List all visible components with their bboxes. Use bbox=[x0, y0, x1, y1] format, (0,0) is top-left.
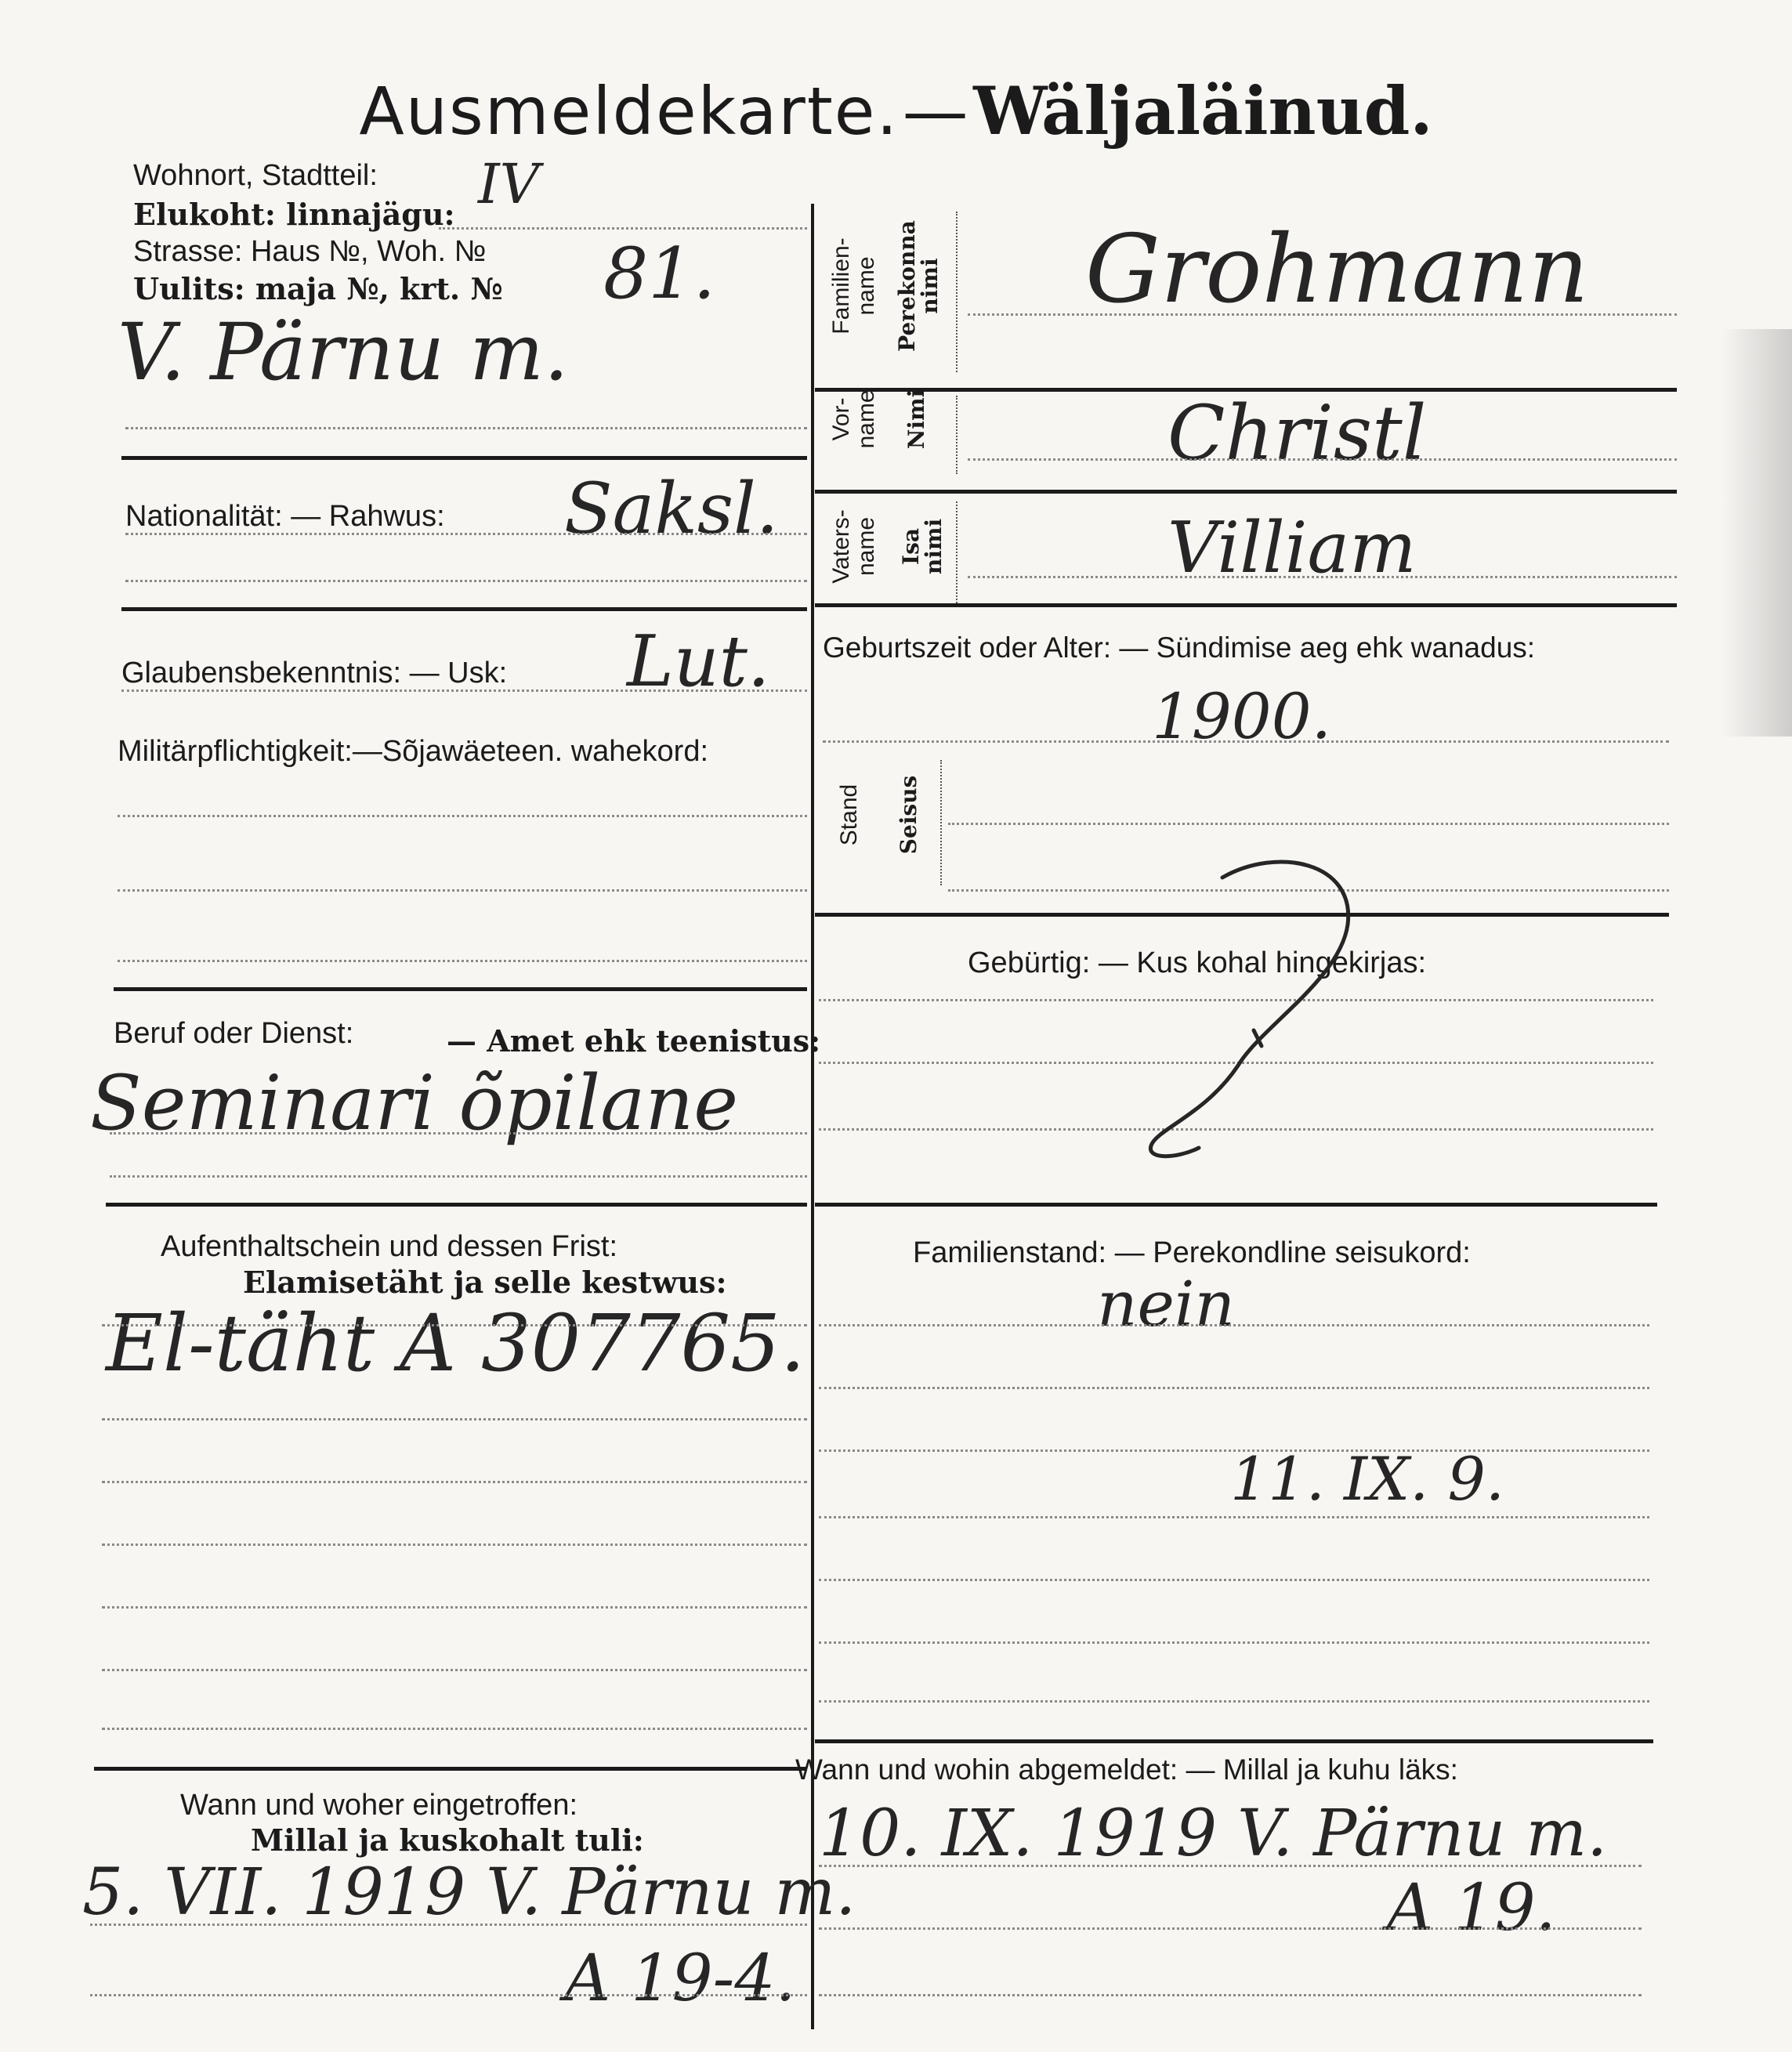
arrival-number: A 19-4. bbox=[564, 1942, 796, 2016]
title-german: Ausmeldekarte. bbox=[359, 73, 900, 150]
departure-label: Wann und wohin abgemeldet: — Millal ja kuhu läks: bbox=[795, 1753, 1458, 1786]
stand-label: Stand bbox=[836, 784, 862, 846]
wohnort-label: Wohnort, Stadtteil: bbox=[133, 159, 378, 192]
house-number-value: 81. bbox=[603, 233, 716, 315]
vorname-label: Vor- name bbox=[828, 389, 879, 449]
title-estonian: Wäljaläinud. bbox=[973, 72, 1433, 150]
scan-edge-shadow bbox=[1721, 329, 1792, 736]
departure-value: 10. IX. 1919 V. Pärnu m. bbox=[819, 1797, 1608, 1871]
familienstand-label: Familienstand: — Perekondline seisukord: bbox=[913, 1236, 1471, 1269]
nimi-label: Nimi bbox=[903, 389, 929, 450]
date-note-value: 11. IX. 9. bbox=[1230, 1444, 1504, 1514]
aufenthalt-label-de: Aufenthaltschein und dessen Frist: bbox=[161, 1230, 618, 1263]
military-label: Militärpflichtigkeit:—Sõjawäeteen. wahekord: bbox=[118, 735, 709, 768]
perekonna-label: Perekonna nimi bbox=[894, 220, 943, 352]
seisus-label: Seisus bbox=[896, 775, 921, 855]
aufenthalt-label-et: Elamisetäht ja selle kestwus: bbox=[243, 1265, 727, 1300]
uulits-label: Uulits: maja №, krt. № bbox=[133, 271, 503, 306]
religion-value: Lut. bbox=[627, 621, 770, 703]
familienname-label: Familien- name bbox=[828, 237, 879, 335]
vatersname-label: Vaters- name bbox=[828, 509, 879, 584]
geburtig-label: Gebürtig: — Kus kohal hingekirjas: bbox=[968, 946, 1427, 979]
elukoht-label: Elukoht: linnajägu: bbox=[133, 197, 455, 232]
elukoht-value: IV bbox=[478, 152, 540, 216]
card-title bbox=[0, 72, 1792, 150]
strasse-label: Strasse: Haus №, Woh. № bbox=[133, 235, 487, 268]
beruf-label-de: Beruf oder Dienst: bbox=[114, 1017, 354, 1050]
beruf-value: Seminari õpilane bbox=[90, 1059, 739, 1147]
arrival-label-et: Millal ja kuskohalt tuli: bbox=[251, 1822, 644, 1858]
geburt-label: Geburtszeit oder Alter: — Sündimise aeg ehk wanadus: bbox=[823, 632, 1536, 664]
nationality-value: Saksl. bbox=[564, 468, 779, 550]
pen-stroke-mark bbox=[1128, 831, 1379, 1167]
isanimi-label: Isa nimi bbox=[898, 518, 947, 575]
familienstand-value: nein bbox=[1097, 1268, 1235, 1341]
nationality-label: Nationalität: — Rahwus: bbox=[125, 500, 445, 533]
geburt-value: 1900. bbox=[1152, 680, 1332, 753]
aufenthalt-value: El-täht A 307765. bbox=[106, 1297, 805, 1389]
vatersname-value: Villiam bbox=[1168, 507, 1417, 589]
title-dash: — bbox=[902, 73, 970, 150]
familienname-value: Grohmann bbox=[1085, 215, 1589, 324]
religion-label: Glaubensbekenntnis: — Usk: bbox=[121, 657, 508, 689]
arrival-label-de: Wann und woher eingetroffen: bbox=[180, 1789, 578, 1822]
departure-number: A 19. bbox=[1387, 1871, 1556, 1945]
street-value: V. Pärnu m. bbox=[118, 306, 569, 398]
beruf-label-et: — Amet ehk teenistus: bbox=[447, 1023, 821, 1059]
arrival-value: 5. VII. 1919 V. Pärnu m. bbox=[82, 1855, 856, 1930]
vorname-value: Christl bbox=[1168, 389, 1427, 477]
